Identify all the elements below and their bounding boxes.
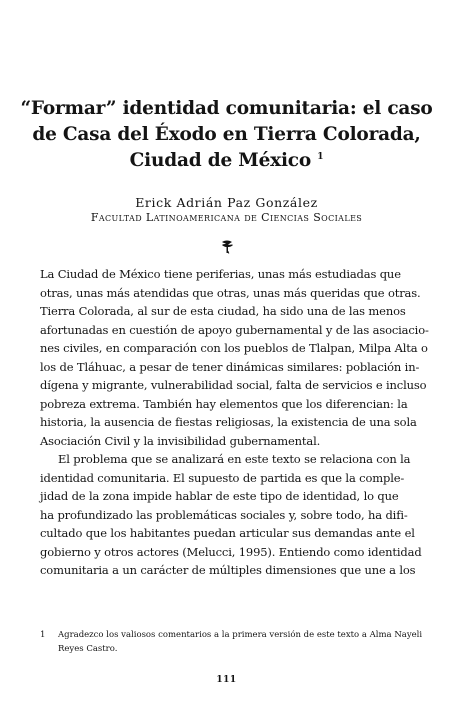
body-line: nes civiles, en comparación con los pueblos de Tlalpan, Milpa Alta o [40,341,428,355]
title-line: “Formar” identidad comunitaria: el caso [20,98,433,119]
body-line: cultado que los habitantes puedan articular sus demandas ante el [40,526,415,540]
body-line: dígena y migrante, vulnerabilidad social, falta de servicios e incluso [40,378,427,392]
body-line: los de Tláhuac, a pesar de tener dinámicas similares: población in- [40,359,420,374]
body-text [40,265,429,580]
footnote-line: Reyes Castro. [58,644,118,654]
body-line: comunitaria a un carácter de múltiples dimensiones que une a los [40,563,416,577]
footnote-line: Agradezco los valiosos comentarios a la primera versión de este texto a Alma Nayeli [58,630,423,640]
body-line: gobierno y otros actores (Melucci, 1995). Entiendo como identidad [40,544,422,559]
body-line: afortunadas en cuestión de apoyo gubernamental y de las asociacio- [40,322,429,337]
footnote-number: 1 [40,630,46,640]
author-affiliation: Facultad Latinoamericana de Ciencias Sociales [90,211,363,224]
body-line: Asociación Civil y la invisibilidad gubernamental. [40,433,321,448]
body-line: La Ciudad de México tiene periferias, unas más estudiadas que [40,267,401,281]
title-line [20,148,433,174]
body-line: ha profundizado las problemáticas sociales y, sobre todo, ha difi- [40,507,408,522]
author-name: Erick Adrián Paz González [135,195,318,210]
body-line: jidad de la zona impide hablar de este tipo de identidad, lo que [40,489,399,503]
body-line: pobreza extrema. También hay elementos que los diferencian: la [40,396,408,411]
title-line: de Casa del Éxodo en Tierra Colorada, [32,124,421,145]
chapter-title [20,96,433,174]
body-line: Tierra Colorada, al sur de esta ciudad, ha sido una de las menos [40,304,406,318]
body-line: identidad comunitaria. El supuesto de partida es que la comple- [40,470,405,485]
page-number: 111 [216,675,237,685]
title-line-text: Ciudad de México [129,150,312,171]
footnote-text [58,628,438,656]
body-line: historia, la ausencia de fiestas religiosas, la existencia de una sola [40,415,417,429]
title-footnote-marker: 1 [317,151,324,162]
body-line: El problema que se analizará en este texto se relaciona con la [58,452,411,466]
fleuron-icon [218,238,236,256]
body-line: otras, unas más atendidas que otras, unas más queridas que otras. [40,285,421,300]
